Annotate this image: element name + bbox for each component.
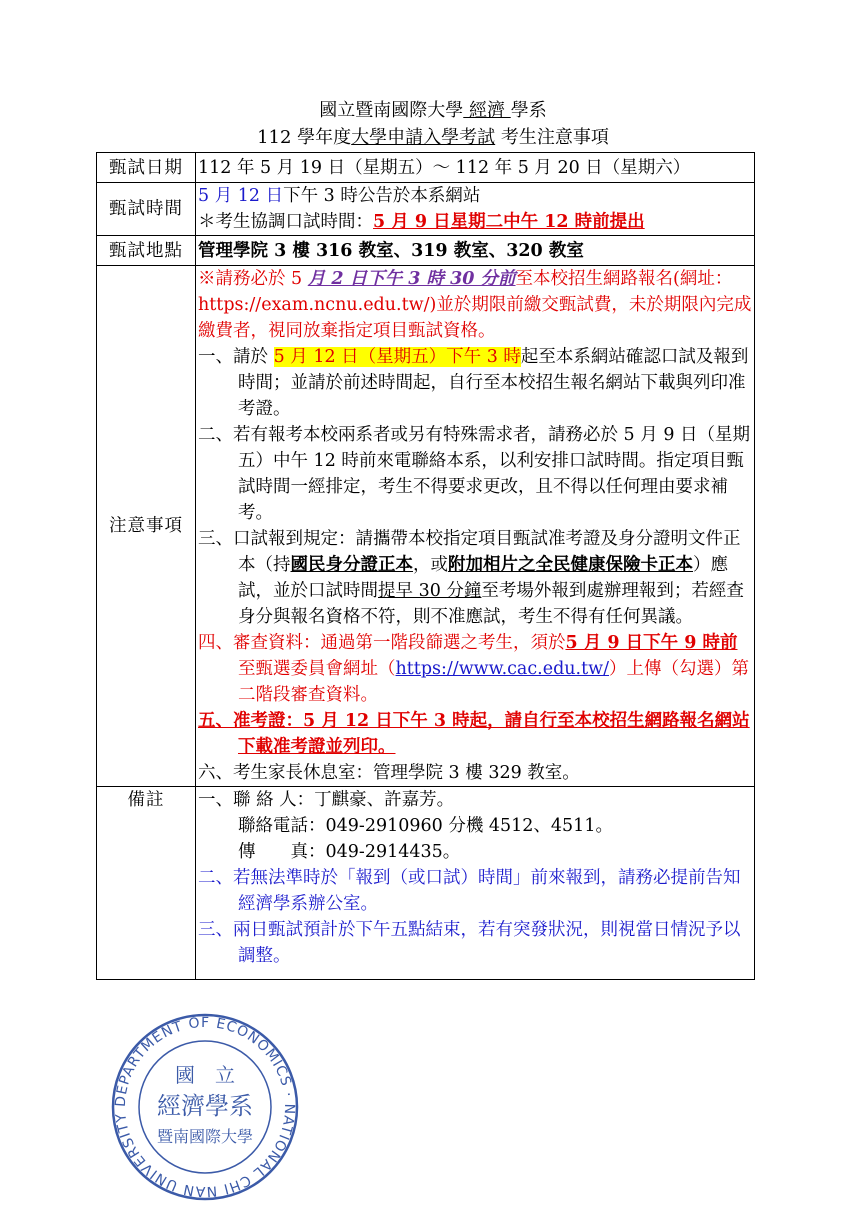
department-name: 經濟 — [469, 100, 505, 121]
label-exam-time: 甄試時間 — [97, 183, 196, 236]
early-arrival: 提早 30 分鐘 — [378, 581, 482, 601]
remark-item-3: 三、兩日甄試預計於下午五點結束，若有突發狀況，則視當日情況予以調整。 — [198, 920, 741, 966]
value-remarks — [196, 787, 755, 980]
document-title-line2 — [0, 125, 866, 151]
document-title-line1 — [0, 98, 866, 124]
value-exam-date: 112 年 5 月 19 日（星期五）～ 112 年 5 月 20 日（星期六） — [196, 153, 755, 183]
row-remarks — [97, 787, 755, 980]
label-notes: 注意事項 — [97, 266, 196, 787]
id-card-requirement: 國民身分證正本 — [290, 555, 413, 575]
row-notes — [97, 266, 755, 787]
coordinate-deadline: 5 月 9 日星期二中午 12 時前提出 — [373, 212, 645, 232]
registration-warning: ※請務必於 5 月 2 日下午 3 時 30 分前至本校招生網路報名(網址：https://exam.ncnu.edu.tw/)並於期限前繳交甄試費，未於期限內完成繳費者，視同放棄指定項目甄試資格。 — [198, 269, 752, 341]
title-suffix: 考生注意事項 — [495, 127, 609, 148]
note-item-3: 三、口試報到規定：請攜帶本校指定項目甄試准考證及身分證明文件正本（持國民身分證正本，或附加相片之全民健康保險卡正本）應試，並於口試時間提早 30 分鐘至考場外報到處辦理報到；若經查身分與報名資格不符，則不准應試，考生不得有任何異議。 — [198, 529, 744, 627]
remark-item-2: 二、若無法準時於「報到（或口試）時間」前來報到，請務必提前告知經濟學系辦公室。 — [198, 868, 741, 914]
label-remarks: 備註 — [97, 787, 196, 980]
value-notes — [196, 266, 755, 787]
announce-rest: 下午 3 時公告於本系網站 — [283, 186, 481, 206]
value-exam-place: 管理學院 3 樓 316 教室、319 教室、320 教室 — [196, 236, 755, 266]
department-seal — [110, 1012, 300, 1202]
note-item-6: 六、考生家長休息室：管理學院 3 樓 329 教室。 — [198, 763, 580, 783]
registration-deadline: 月 2 日下午 3 時 30 分前 — [307, 269, 516, 289]
row-exam-date — [97, 153, 755, 183]
row-exam-place — [97, 236, 755, 266]
time-line1 — [198, 183, 752, 209]
seal-outer-text: DEPARTMENT OF ECONOMICS · NATIONAL CHI NAN UNIVERSITY — [112, 1014, 298, 1200]
label-exam-date: 甄試日期 — [97, 153, 196, 183]
coordinate-prefix: ＊考生協調口試時間： — [198, 212, 373, 232]
department-suffix: 學系 — [510, 100, 547, 121]
contact-person: 一、聯 絡 人：丁麒豪、許嘉芳。 — [198, 790, 455, 810]
seal-line1: 國 立 — [175, 1063, 235, 1087]
review-deadline: 5 月 9 日下午 9 時前 — [565, 633, 738, 653]
value-exam-time — [196, 183, 755, 236]
announce-date: 5 月 12 日 — [198, 186, 284, 206]
contact-fax: 傳 真：049-2914435。 — [238, 842, 461, 862]
label-exam-place: 甄試地點 — [97, 236, 196, 266]
seal-line3: 暨南國際大學 — [156, 1127, 254, 1146]
note-item-4: 四、審查資料：通過第一階段篩選之考生，須於5 月 9 日下午 9 時前至甄選委員會網址（https://www.cac.edu.tw/）上傳（勾選）第二階段審查資料。 — [198, 633, 750, 705]
seal-line2: 經濟學系 — [157, 1092, 253, 1120]
notice-table — [96, 152, 755, 980]
note-item-2: 二、若有報考本校兩系者或另有特殊需求者，請務必於 5 月 9 日（星期五）中午 12 時前來電聯絡本系，以利安排口試時間。指定項目甄試時間一經排定，考生不得要求更改，且不得以任何理由要求補考。 — [198, 425, 751, 523]
time-line2 — [198, 209, 752, 235]
row-exam-time — [97, 183, 755, 236]
health-card-requirement: 附加相片之全民健康保險卡正本 — [448, 555, 693, 575]
university-name: 國立暨南國際大學 — [319, 100, 464, 121]
cac-link[interactable]: https://www.cac.edu.tw/ — [395, 659, 610, 679]
confirm-time-highlight: 5 月 12 日（星期五）下午 3 時 — [273, 347, 521, 367]
note-item-5: 五、准考證：5 月 12 日下午 3 時起，請自行至本校招生網路報名網站下載准考證並列印。 — [198, 711, 750, 757]
contact-phone: 聯絡電話：049-2910960 分機 4512、4511。 — [238, 816, 613, 836]
academic-year: 112 學年度 — [257, 127, 352, 148]
exam-name: 大學申請入學考試 — [351, 127, 496, 148]
note-item-1: 一、請於 5 月 12 日（星期五）下午 3 時起至本系網站確認口試及報到時間；並請於前述時間起，自行至本校招生報名網站下載與列印准考證。 — [198, 347, 749, 419]
